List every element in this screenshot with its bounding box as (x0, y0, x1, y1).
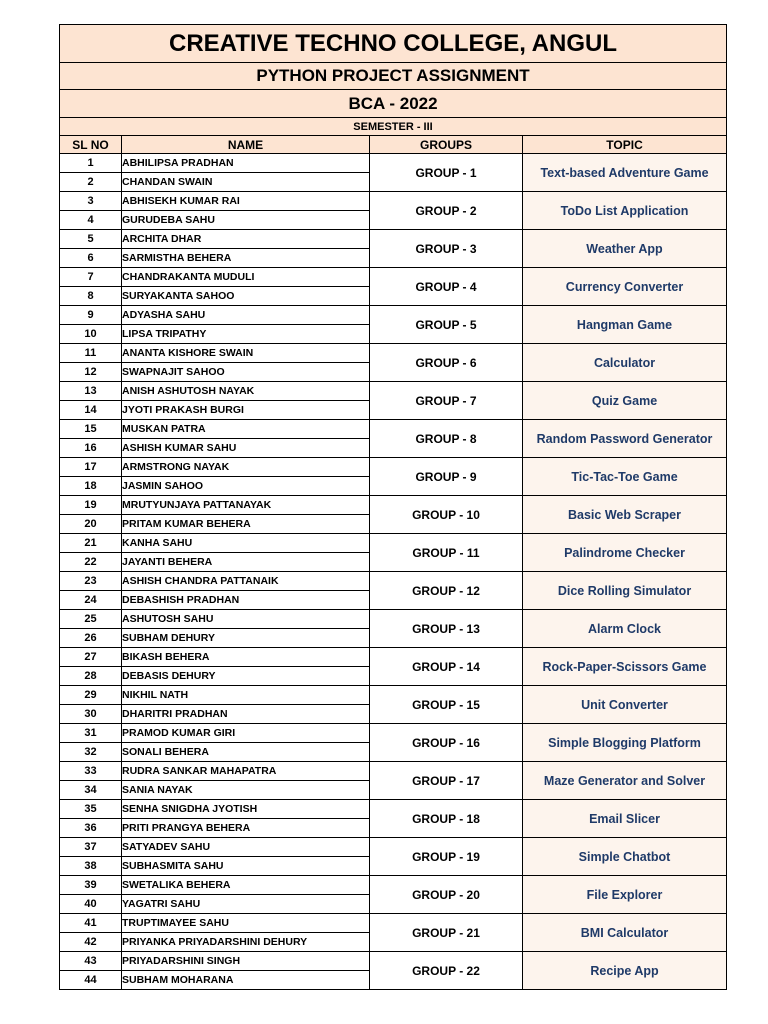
group-label: GROUP - 12 (370, 572, 523, 610)
sl-number: 22 (60, 553, 122, 572)
table-row (60, 952, 727, 971)
sl-number: 34 (60, 781, 122, 800)
project-topic: Rock-Paper-Scissors Game (523, 648, 727, 686)
table-row (60, 648, 727, 667)
sl-number: 42 (60, 933, 122, 952)
student-name: ABHISEKH KUMAR RAI (122, 192, 370, 211)
group-label: GROUP - 8 (370, 420, 523, 458)
student-name: JAYANTI BEHERA (122, 553, 370, 572)
table-row (60, 268, 727, 287)
project-topic: BMI Calculator (523, 914, 727, 952)
sl-number: 28 (60, 667, 122, 686)
group-label: GROUP - 9 (370, 458, 523, 496)
sl-number: 32 (60, 743, 122, 762)
sl-number: 18 (60, 477, 122, 496)
group-label: GROUP - 21 (370, 914, 523, 952)
student-name: SARMISTHA BEHERA (122, 249, 370, 268)
student-name: MUSKAN PATRA (122, 420, 370, 439)
sl-number: 20 (60, 515, 122, 534)
group-label: GROUP - 6 (370, 344, 523, 382)
project-topic: Random Password Generator (523, 420, 727, 458)
project-topic: Maze Generator and Solver (523, 762, 727, 800)
student-name: CHANDRAKANTA MUDULI (122, 268, 370, 287)
table-row (60, 610, 727, 629)
sl-number: 6 (60, 249, 122, 268)
student-name: SWAPNAJIT SAHOO (122, 363, 370, 382)
semester-label: SEMESTER - III (60, 118, 727, 136)
project-topic: Simple Chatbot (523, 838, 727, 876)
student-name: LIPSA TRIPATHY (122, 325, 370, 344)
sl-number: 38 (60, 857, 122, 876)
table-row (60, 192, 727, 211)
sl-number: 9 (60, 306, 122, 325)
sl-number: 33 (60, 762, 122, 781)
student-name: SONALI BEHERA (122, 743, 370, 762)
student-name: JYOTI PRAKASH BURGI (122, 401, 370, 420)
group-label: GROUP - 1 (370, 154, 523, 192)
sl-number: 7 (60, 268, 122, 287)
sl-number: 43 (60, 952, 122, 971)
column-header-name: NAME (122, 136, 370, 154)
sl-number: 35 (60, 800, 122, 819)
sl-number: 29 (60, 686, 122, 705)
group-label: GROUP - 4 (370, 268, 523, 306)
student-name: ADYASHA SAHU (122, 306, 370, 325)
group-label: GROUP - 14 (370, 648, 523, 686)
sl-number: 41 (60, 914, 122, 933)
student-name: SWETALIKA BEHERA (122, 876, 370, 895)
student-name: KANHA SAHU (122, 534, 370, 553)
project-topic: Text-based Adventure Game (523, 154, 727, 192)
sl-number: 36 (60, 819, 122, 838)
table-row (60, 382, 727, 401)
student-name: CHANDAN SWAIN (122, 173, 370, 192)
college-title: CREATIVE TECHNO COLLEGE, ANGUL (60, 25, 727, 63)
table-row (60, 686, 727, 705)
student-name: MRUTYUNJAYA PATTANAYAK (122, 496, 370, 515)
student-name: SATYADEV SAHU (122, 838, 370, 857)
assignment-table (59, 24, 727, 990)
sl-number: 23 (60, 572, 122, 591)
student-name: NIKHIL NATH (122, 686, 370, 705)
project-topic: Simple Blogging Platform (523, 724, 727, 762)
student-name: ASHISH KUMAR SAHU (122, 439, 370, 458)
sl-number: 19 (60, 496, 122, 515)
student-name: ABHILIPSA PRADHAN (122, 154, 370, 173)
sl-number: 2 (60, 173, 122, 192)
student-name: ASHISH CHANDRA PATTANAIK (122, 572, 370, 591)
project-topic: Alarm Clock (523, 610, 727, 648)
student-name: SURYAKANTA SAHOO (122, 287, 370, 306)
sl-number: 12 (60, 363, 122, 382)
student-name: DEBASIS DEHURY (122, 667, 370, 686)
sl-number: 39 (60, 876, 122, 895)
sl-number: 4 (60, 211, 122, 230)
group-label: GROUP - 15 (370, 686, 523, 724)
student-name: BIKASH BEHERA (122, 648, 370, 667)
sl-number: 13 (60, 382, 122, 401)
column-header-row (60, 136, 727, 154)
project-topic: ToDo List Application (523, 192, 727, 230)
table-row (60, 876, 727, 895)
student-name: YAGATRI SAHU (122, 895, 370, 914)
sl-number: 37 (60, 838, 122, 857)
student-name: SUBHAM MOHARANA (122, 971, 370, 990)
group-label: GROUP - 7 (370, 382, 523, 420)
student-name: ANISH ASHUTOSH NAYAK (122, 382, 370, 401)
student-name: GURUDEBA SAHU (122, 211, 370, 230)
project-topic: Email Slicer (523, 800, 727, 838)
student-name: SUBHAM DEHURY (122, 629, 370, 648)
sl-number: 14 (60, 401, 122, 420)
sl-number: 40 (60, 895, 122, 914)
sl-number: 1 (60, 154, 122, 173)
student-name: PRITAM KUMAR BEHERA (122, 515, 370, 534)
table-row (60, 724, 727, 743)
sl-number: 25 (60, 610, 122, 629)
group-label: GROUP - 5 (370, 306, 523, 344)
table-row (60, 230, 727, 249)
student-name: ANANTA KISHORE SWAIN (122, 344, 370, 363)
student-name: DHARITRI PRADHAN (122, 705, 370, 724)
table-row (60, 534, 727, 553)
sl-number: 3 (60, 192, 122, 211)
table-row (60, 344, 727, 363)
project-topic: Weather App (523, 230, 727, 268)
table-row (60, 154, 727, 173)
group-label: GROUP - 19 (370, 838, 523, 876)
column-header-topic: TOPIC (523, 136, 727, 154)
sl-number: 24 (60, 591, 122, 610)
project-topic: Calculator (523, 344, 727, 382)
student-name: PRITI PRANGYA BEHERA (122, 819, 370, 838)
project-topic: Basic Web Scraper (523, 496, 727, 534)
group-label: GROUP - 11 (370, 534, 523, 572)
project-topic: File Explorer (523, 876, 727, 914)
group-label: GROUP - 17 (370, 762, 523, 800)
sl-number: 11 (60, 344, 122, 363)
student-name: ASHUTOSH SAHU (122, 610, 370, 629)
group-label: GROUP - 22 (370, 952, 523, 990)
group-label: GROUP - 13 (370, 610, 523, 648)
project-topic: Dice Rolling Simulator (523, 572, 727, 610)
group-label: GROUP - 3 (370, 230, 523, 268)
project-topic: Tic-Tac-Toe Game (523, 458, 727, 496)
sl-number: 15 (60, 420, 122, 439)
group-label: GROUP - 18 (370, 800, 523, 838)
student-name: PRIYANKA PRIYADARSHINI DEHURY (122, 933, 370, 952)
student-name: SANIA NAYAK (122, 781, 370, 800)
project-topic: Palindrome Checker (523, 534, 727, 572)
project-topic: Quiz Game (523, 382, 727, 420)
table-row (60, 914, 727, 933)
table-row (60, 458, 727, 477)
table-row (60, 306, 727, 325)
sl-number: 17 (60, 458, 122, 477)
column-header-sl: SL NO (60, 136, 122, 154)
project-topic: Recipe App (523, 952, 727, 990)
table-row (60, 420, 727, 439)
column-header-groups: GROUPS (370, 136, 523, 154)
group-label: GROUP - 16 (370, 724, 523, 762)
student-name: PRIYADARSHINI SINGH (122, 952, 370, 971)
sl-number: 44 (60, 971, 122, 990)
batch-label: BCA - 2022 (60, 90, 727, 118)
project-topic: Unit Converter (523, 686, 727, 724)
student-name: ARMSTRONG NAYAK (122, 458, 370, 477)
sl-number: 10 (60, 325, 122, 344)
sl-number: 5 (60, 230, 122, 249)
student-name: ARCHITA DHAR (122, 230, 370, 249)
sl-number: 27 (60, 648, 122, 667)
sl-number: 30 (60, 705, 122, 724)
student-name: DEBASHISH PRADHAN (122, 591, 370, 610)
sl-number: 16 (60, 439, 122, 458)
table-row (60, 496, 727, 515)
project-topic: Currency Converter (523, 268, 727, 306)
student-name: TRUPTIMAYEE SAHU (122, 914, 370, 933)
table-row (60, 572, 727, 591)
table-row (60, 762, 727, 781)
student-name: JASMIN SAHOO (122, 477, 370, 496)
group-label: GROUP - 2 (370, 192, 523, 230)
sl-number: 31 (60, 724, 122, 743)
student-name: PRAMOD KUMAR GIRI (122, 724, 370, 743)
group-label: GROUP - 10 (370, 496, 523, 534)
sl-number: 26 (60, 629, 122, 648)
sl-number: 8 (60, 287, 122, 306)
group-label: GROUP - 20 (370, 876, 523, 914)
sl-number: 21 (60, 534, 122, 553)
student-name: RUDRA SANKAR MAHAPATRA (122, 762, 370, 781)
project-topic: Hangman Game (523, 306, 727, 344)
table-row (60, 800, 727, 819)
assignment-subtitle: PYTHON PROJECT ASSIGNMENT (60, 63, 727, 90)
student-name: SUBHASMITA SAHU (122, 857, 370, 876)
table-row (60, 838, 727, 857)
student-name: SENHA SNIGDHA JYOTISH (122, 800, 370, 819)
